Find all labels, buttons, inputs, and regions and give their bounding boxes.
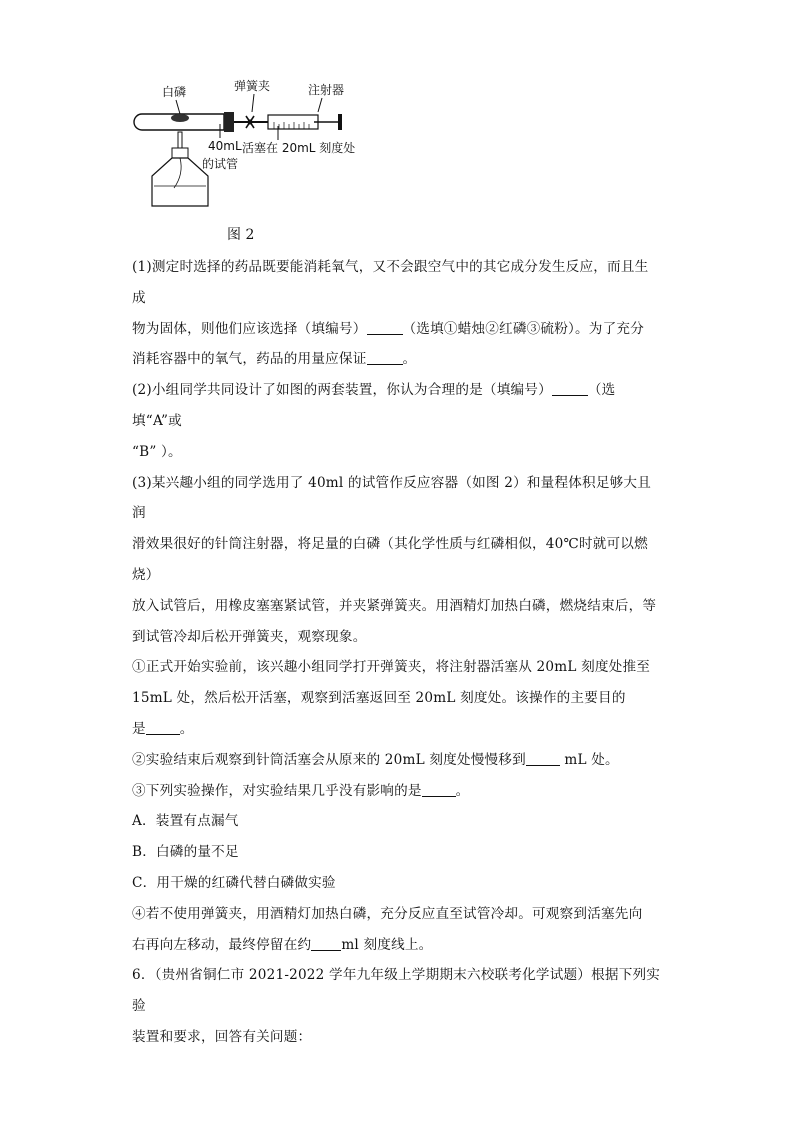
leader-clip bbox=[252, 94, 254, 112]
sub1-line1: ①正式开始实验前，该兴趣小组同学打开弹簧夹，将注射器活塞从 20mL 刻度处推至 bbox=[132, 659, 651, 676]
q3-line3: 放入试管后，用橡皮塞塞紧试管，并夹紧弹簧夹。用酒精灯加热白磷，燃烧结束后，等 bbox=[132, 597, 657, 614]
q3-line2: 滑效果很好的针筒注射器，将足量的白磷（其化学性质与红磷相似，40℃时就可以燃烧） bbox=[132, 536, 648, 583]
q6-line2: 装置和要求，回答有关问题： bbox=[132, 1028, 312, 1045]
option-b: B．白磷的量不足 bbox=[132, 844, 239, 861]
q1-line1: (1)测定时选择的药品既要能消耗氧气，又不会跟空气中的其它成分发生反应，而且生成 bbox=[132, 259, 649, 306]
q1-line2: 物为固体，则他们应该选择（填编号） （选填①蜡烛②红磷③硫粉）。为了充分 bbox=[132, 320, 644, 337]
answer-blank[interactable] bbox=[367, 320, 403, 335]
syringe-scale bbox=[274, 122, 309, 129]
sub4-line2: 右再向左移动，最终停留在约 ml 刻度线上。 bbox=[132, 936, 433, 953]
answer-blank[interactable] bbox=[526, 751, 560, 766]
clip-pivot bbox=[248, 120, 253, 125]
rubber-stopper bbox=[224, 112, 234, 132]
leader-phosphorus bbox=[176, 100, 180, 114]
answer-blank[interactable] bbox=[146, 720, 180, 735]
sub3-line: ③下列实验操作，对实验结果几乎没有影响的是 。 bbox=[132, 782, 470, 799]
answer-blank[interactable] bbox=[367, 350, 403, 365]
sub1-line3: 是 。 bbox=[132, 720, 194, 737]
apparatus-figure bbox=[128, 78, 368, 218]
plunger-handle bbox=[338, 114, 342, 130]
figure-caption: 图 2 bbox=[227, 227, 255, 243]
label-tube-volume-1: 40mL bbox=[208, 139, 242, 153]
q3-line1: (3)某兴趣小组的同学选用了 40ml 的试管作反应容器（如图 2）和量程体积足够大且润 bbox=[132, 474, 652, 522]
answer-blank[interactable] bbox=[422, 782, 456, 797]
answer-blank[interactable] bbox=[552, 381, 588, 396]
q2-line2: “B” ）。 bbox=[132, 443, 182, 460]
label-syringe: 注射器 bbox=[308, 83, 345, 97]
label-spring-clip: 弹簧夹 bbox=[234, 79, 271, 93]
label-tube-volume-2: 的试管 bbox=[202, 157, 239, 171]
alcohol-lamp bbox=[152, 158, 208, 206]
q2-line1: (2)小组同学共同设计了如图的两套装置，你认为合理的是（填编号） （选填“A”或 bbox=[132, 382, 616, 429]
label-white-phosphorus: 白磷 bbox=[162, 85, 187, 99]
q1-line3: 消耗容器中的氧气，药品的用量应保证 。 bbox=[132, 351, 417, 368]
question-text bbox=[132, 252, 662, 1053]
leader-syringe bbox=[318, 98, 322, 112]
lamp-neck bbox=[172, 148, 188, 158]
sub2-line: ②实验结束后观察到针筒活塞会从原来的 20mL 刻度处慢慢移到 mL 处。 bbox=[132, 751, 619, 768]
sub4-line1: ④若不使用弹簧夹，用酒精灯加热白磷，充分反应直至试管冷却。可观察到活塞先向 bbox=[132, 905, 643, 922]
q6-line1: 6．（贵州省铜仁市 2021-2022 学年九年级上学期期末六校联考化学试题）根据下列实验 bbox=[132, 967, 661, 1015]
apparatus-diagram bbox=[128, 78, 368, 218]
option-c: C．用干燥的红磷代替白磷做实验 bbox=[132, 874, 336, 891]
sub1-line2: 15mL 处，然后松开活塞，观察到活塞返回至 20mL 刻度处。该操作的主要目的 bbox=[132, 690, 626, 707]
answer-blank[interactable] bbox=[311, 936, 341, 951]
syringe-barrel bbox=[268, 115, 318, 129]
white-phosphorus-sample bbox=[171, 114, 189, 122]
option-a: A．装置有点漏气 bbox=[132, 813, 239, 830]
q3-line4: 到试管冷却后松开弹簧夹，观察现象。 bbox=[132, 628, 367, 645]
label-piston-position-text: 活塞在 20mL 刻度处 bbox=[242, 141, 356, 155]
lamp-wick-inner bbox=[174, 158, 181, 188]
lamp-wick bbox=[178, 132, 182, 148]
